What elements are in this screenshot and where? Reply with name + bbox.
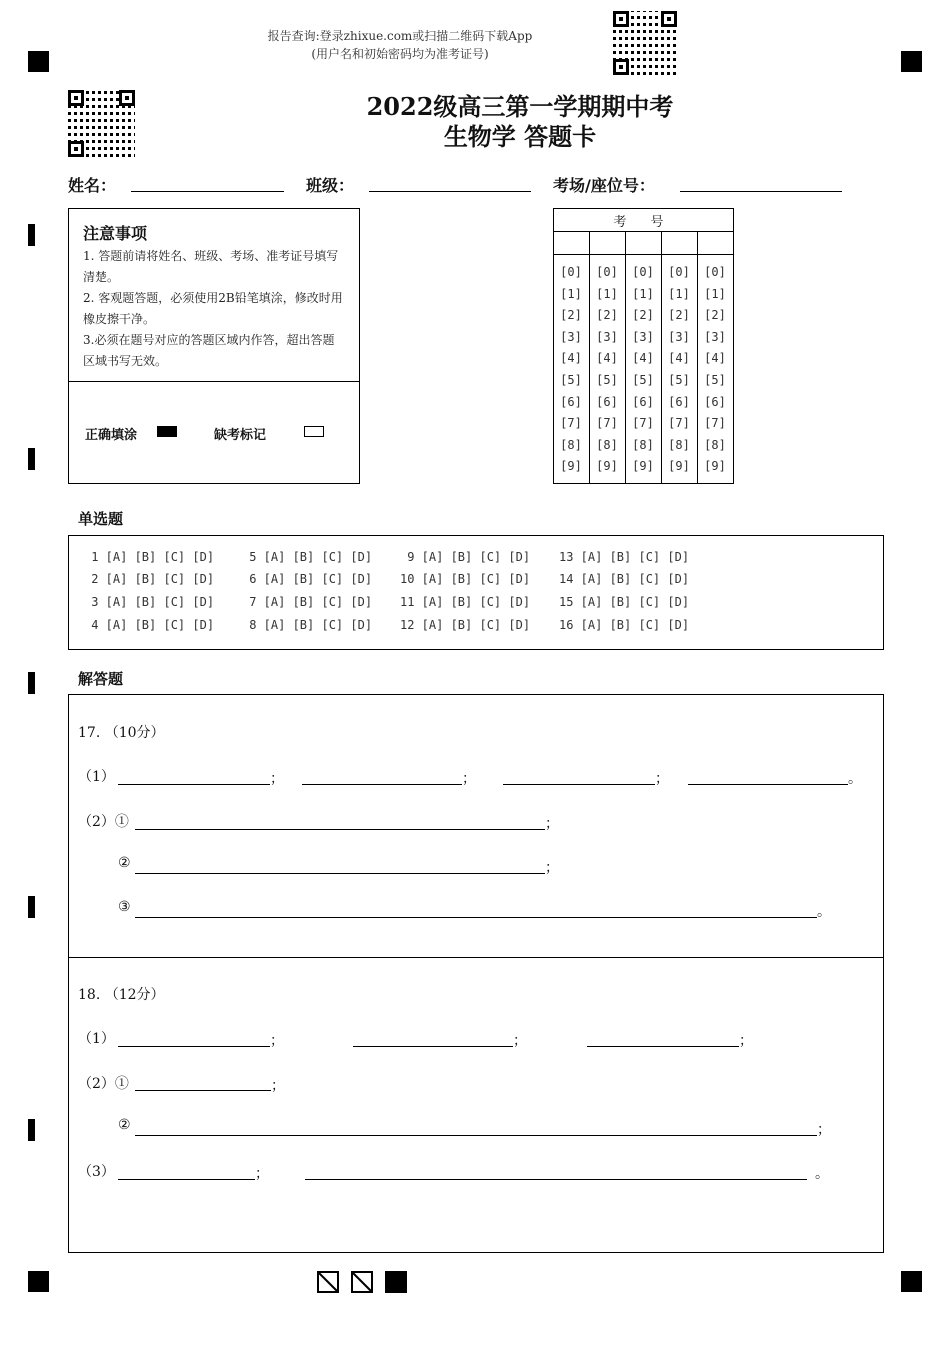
name-label: 姓名：: [68, 176, 117, 195]
exam-digit[interactable]: [7]: [704, 416, 726, 431]
exam-digit[interactable]: [2]: [560, 308, 582, 323]
exam-digit[interactable]: [9]: [596, 459, 618, 474]
semicolon: ；: [270, 771, 284, 787]
semicolon: ；: [655, 771, 669, 787]
mcq-item[interactable]: 12 [A] [B] [C] [D]: [400, 618, 531, 632]
exam-digit[interactable]: [9]: [632, 459, 654, 474]
exam-digit[interactable]: [5]: [596, 372, 618, 387]
exam-digit[interactable]: [1]: [596, 286, 618, 301]
semicolon: ；: [271, 1078, 285, 1094]
exam-digit[interactable]: [7]: [668, 416, 690, 431]
registration-mark-bottom-left: [28, 1271, 49, 1292]
mcq-item[interactable]: 6 [A] [B] [C] [D]: [242, 572, 373, 586]
exam-digit[interactable]: [2]: [704, 308, 726, 323]
exam-digit[interactable]: [0]: [704, 265, 726, 279]
q18-part3-blank[interactable]: [305, 1179, 807, 1180]
exam-digit[interactable]: [3]: [668, 329, 690, 344]
timing-bar: [28, 896, 35, 918]
title-line2: 生物学 答题卡: [443, 122, 597, 151]
mcq-item[interactable]: 8 [A] [B] [C] [D]: [242, 618, 373, 632]
exam-digit-column[interactable]: [554, 262, 588, 478]
q18-circle2-blank[interactable]: [135, 1135, 817, 1136]
exam-digit[interactable]: [1]: [560, 286, 582, 301]
exam-digit[interactable]: [3]: [632, 329, 654, 344]
exam-digit[interactable]: [1]: [704, 286, 726, 301]
title-line1: 2022级高三第一学期期中考: [366, 92, 674, 121]
notice-item: 1. 答题前请将姓名、班级、考场、准考证号填写清楚。: [83, 249, 339, 284]
answer-section-label: 解答题: [78, 670, 124, 688]
q18-part1-blank[interactable]: [353, 1046, 513, 1047]
absent-mark-checkbox[interactable]: [304, 426, 324, 437]
exam-digit[interactable]: [5]: [632, 372, 654, 387]
q18-part1-blank[interactable]: [587, 1046, 739, 1047]
exam-digit[interactable]: [3]: [596, 329, 618, 344]
page-mark-filled: [385, 1271, 407, 1293]
exam-digit[interactable]: [5]: [668, 372, 690, 387]
timing-bar: [28, 224, 35, 246]
mcq-item[interactable]: 11 [A] [B] [C] [D]: [400, 595, 531, 609]
registration-mark-top-right: [901, 51, 922, 72]
mcq-item[interactable]: 3 [A] [B] [C] [D]: [84, 595, 215, 609]
exam-digit[interactable]: [2]: [596, 308, 618, 323]
timing-bar: [28, 672, 35, 694]
mcq-item[interactable]: 14 [A] [B] [C] [D]: [559, 572, 690, 586]
exam-digit[interactable]: [9]: [668, 459, 690, 474]
exam-digit[interactable]: [4]: [704, 351, 726, 366]
q17-part1-label: （1）: [78, 769, 115, 785]
q18-circle2-label: ②: [118, 1117, 131, 1133]
exam-digit[interactable]: [1]: [668, 286, 690, 301]
exam-digit[interactable]: [8]: [668, 437, 690, 452]
exam-digit[interactable]: [5]: [704, 372, 726, 387]
page-title: [220, 92, 820, 152]
q17-circle2-label: ②: [118, 855, 131, 871]
exam-digit[interactable]: [2]: [632, 308, 654, 323]
q17-part2-label: （2）①: [78, 814, 129, 830]
q18-part1-label: （1）: [78, 1031, 115, 1047]
mcq-item[interactable]: 16 [A] [B] [C] [D]: [559, 618, 690, 632]
q17-part1-blank[interactable]: [688, 784, 848, 785]
exam-digit[interactable]: [7]: [632, 416, 654, 431]
qr-code-app-icon[interactable]: [613, 11, 677, 75]
exam-digit[interactable]: [7]: [560, 416, 582, 431]
mcq-item[interactable]: 10 [A] [B] [C] [D]: [400, 572, 531, 586]
q18-part2-label: （2）①: [78, 1076, 129, 1092]
mcq-item[interactable]: 7 [A] [B] [C] [D]: [242, 595, 373, 609]
exam-digit[interactable]: [5]: [560, 372, 582, 387]
exam-digit[interactable]: [8]: [596, 437, 618, 452]
exam-digit[interactable]: [4]: [632, 351, 654, 366]
registration-mark-bottom-right: [901, 1271, 922, 1292]
answer-box: [68, 694, 884, 1253]
mcq-item[interactable]: 5 [A] [B] [C] [D]: [242, 550, 373, 564]
seat-field[interactable]: [680, 191, 842, 192]
exam-digit-column[interactable]: [626, 262, 660, 478]
mcq-item[interactable]: 13 [A] [B] [C] [D]: [559, 550, 690, 564]
semicolon: ；: [255, 1166, 269, 1182]
exam-digit[interactable]: [6]: [596, 394, 618, 409]
seat-label: 考场/座位号：: [553, 176, 655, 195]
exam-digit-column[interactable]: [698, 262, 732, 478]
exam-digit[interactable]: [0]: [668, 265, 690, 279]
semicolon: ；: [817, 1122, 831, 1138]
q18-title: 18. （12分）: [78, 987, 165, 1003]
report-query-note: [200, 27, 600, 63]
timing-bar: [28, 1119, 35, 1141]
question-divider: [68, 957, 884, 958]
exam-digit-column[interactable]: [590, 262, 624, 478]
q17-circle3-blank[interactable]: [135, 917, 817, 918]
period: 。: [817, 904, 831, 920]
exam-digit[interactable]: [6]: [668, 394, 690, 409]
exam-digit[interactable]: [9]: [560, 459, 582, 474]
notice-item: 2. 客观题答题，必须使用2B铅笔填涂，修改时用橡皮擦干净。: [83, 291, 343, 326]
period: 。: [815, 1166, 829, 1182]
exam-digit[interactable]: [7]: [596, 416, 618, 431]
semicolon: ；: [739, 1033, 753, 1049]
exam-digit[interactable]: [0]: [632, 265, 654, 279]
q17-part1-blank[interactable]: [503, 784, 655, 785]
exam-digit[interactable]: [8]: [704, 437, 726, 452]
report-query-line2: (用户名和初始密码均为准考证号): [311, 47, 489, 61]
page-mark-slash-icon: [317, 1271, 339, 1293]
q17-part1-blank[interactable]: [118, 784, 270, 785]
q17-title: 17. （10分）: [78, 725, 165, 741]
exam-digit[interactable]: [9]: [704, 459, 726, 474]
q17-part1-blank[interactable]: [302, 784, 462, 785]
mcq-item[interactable]: 4 [A] [B] [C] [D]: [84, 618, 215, 632]
q17-part2-blank[interactable]: [135, 829, 545, 830]
notice-title: 注意事项: [83, 224, 148, 243]
semicolon: ；: [270, 1033, 284, 1049]
exam-digit[interactable]: [0]: [560, 265, 582, 279]
exam-digit[interactable]: [2]: [668, 308, 690, 323]
period: 。: [848, 771, 862, 787]
q18-part1-blank[interactable]: [118, 1046, 270, 1047]
exam-digit[interactable]: [6]: [560, 394, 582, 409]
class-label: 班级：: [306, 176, 355, 195]
exam-digit[interactable]: [4]: [560, 351, 582, 366]
exam-digit-column[interactable]: [662, 262, 696, 478]
name-field[interactable]: [131, 191, 284, 192]
exam-digit[interactable]: [8]: [632, 437, 654, 452]
class-field[interactable]: [369, 191, 531, 192]
single-choice-label: 单选题: [78, 510, 124, 528]
mcq-item[interactable]: 15 [A] [B] [C] [D]: [559, 595, 690, 609]
exam-digit[interactable]: [3]: [560, 329, 582, 344]
absent-mark-label: 缺考标记: [214, 428, 267, 443]
correct-fill-sample: [157, 426, 177, 437]
registration-mark-top-left: [28, 51, 49, 72]
semicolon: ；: [545, 816, 559, 832]
semicolon: ；: [513, 1033, 527, 1049]
semicolon: ；: [462, 771, 476, 787]
q17-circle3-label: ③: [118, 899, 131, 915]
q18-part3-blank[interactable]: [118, 1179, 255, 1180]
notice-box: [68, 208, 360, 484]
notice-item: 3.必须在题号对应的答题区域内作答，超出答题区域书写无效。: [83, 333, 335, 368]
mcq-item[interactable]: 1 [A] [B] [C] [D]: [84, 550, 215, 564]
semicolon: ；: [545, 860, 559, 876]
qr-code-student-icon: [68, 90, 135, 157]
exam-digit[interactable]: [3]: [704, 329, 726, 344]
exam-digit[interactable]: [6]: [632, 394, 654, 409]
exam-digit[interactable]: [4]: [596, 351, 618, 366]
exam-digit[interactable]: [8]: [560, 437, 582, 452]
correct-fill-label: 正确填涂: [85, 428, 138, 443]
notice-divider: [69, 381, 359, 382]
q17-circle2-blank[interactable]: [135, 873, 545, 874]
mcq-item[interactable]: 2 [A] [B] [C] [D]: [84, 572, 215, 586]
page-mark-slash-icon: [351, 1271, 373, 1293]
q18-part2-blank[interactable]: [135, 1090, 271, 1091]
mcq-item[interactable]: 9 [A] [B] [C] [D]: [400, 550, 531, 564]
q18-part3-label: （3）: [78, 1164, 115, 1180]
report-query-line1: 报告查询:登录zhixue.com或扫描二维码下载App: [267, 29, 533, 43]
notice-list: [83, 246, 345, 372]
exam-number-header: 考 号: [613, 215, 674, 230]
exam-digit[interactable]: [6]: [704, 394, 726, 409]
exam-digit[interactable]: [1]: [632, 286, 654, 301]
timing-bar: [28, 448, 35, 470]
exam-digit[interactable]: [4]: [668, 351, 690, 366]
exam-digit[interactable]: [0]: [596, 265, 618, 279]
